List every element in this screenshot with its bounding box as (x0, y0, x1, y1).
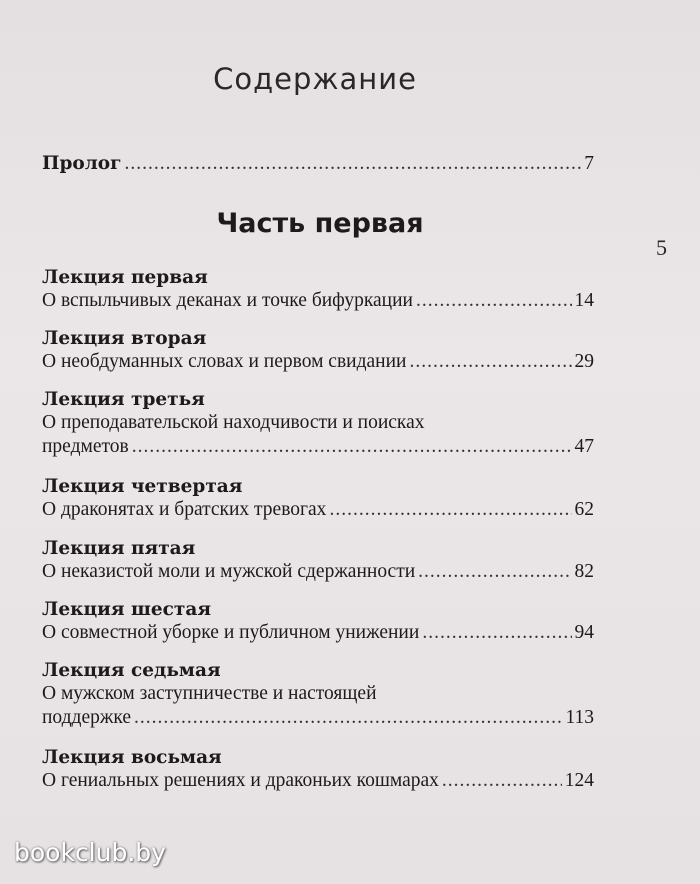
entry-text: предметов (42, 436, 129, 457)
entry-page: 124 (564, 770, 594, 791)
entry-text: О гениальных решениях и драконьих кошмарах (42, 770, 439, 791)
toc-entry-lecture-3[interactable] (42, 435, 594, 459)
page-number: 5 (656, 235, 667, 260)
lecture-heading: Лекция седьмая (42, 660, 221, 681)
lecture-heading: Лекция шестая (42, 599, 212, 620)
part-title: Часть первая (216, 208, 424, 239)
toc-entry-lecture-4[interactable] (42, 498, 594, 522)
entry-text: О вспыльчивых деканах и точке бифуркации (42, 290, 413, 311)
entry-text: О совместной уборке и публичном унижении (42, 622, 420, 643)
lecture-heading: Лекция восьмая (42, 747, 222, 768)
toc-entry-lecture-1[interactable] (42, 289, 594, 313)
toc-entry-lecture-5[interactable] (42, 560, 594, 584)
entry-page: 62 (574, 499, 594, 520)
entry-page: 47 (574, 436, 594, 457)
entry-text: О драконятах и братских тревогах (42, 499, 327, 520)
entry-text: О мужском заступничестве и настоящей (42, 683, 377, 704)
entry-page: 82 (574, 561, 594, 582)
entry-text: О необдуманных словах и первом свидании (42, 351, 407, 372)
toc-entry-lecture-2[interactable] (42, 350, 594, 374)
toc-entry-lecture-8[interactable] (42, 769, 594, 793)
dot-leader (418, 560, 571, 584)
lecture-heading: Лекция третья (42, 389, 205, 410)
dot-leader (124, 152, 581, 176)
lecture-heading: Лекция вторая (42, 328, 207, 349)
lecture-heading: Лекция пятая (42, 538, 196, 559)
dot-leader (132, 435, 572, 459)
entry-page: 14 (574, 290, 594, 311)
lecture-heading: Лекция четвертая (42, 476, 243, 497)
dot-leader (329, 498, 571, 522)
prologue-label: Пролог (42, 153, 122, 174)
toc-entry-prologue[interactable] (42, 152, 594, 176)
dot-leader (422, 621, 571, 645)
toc-title: Содержание (213, 62, 417, 96)
dot-leader (409, 350, 571, 374)
lecture-heading: Лекция первая (42, 267, 208, 288)
toc-entry-lecture-7[interactable] (42, 706, 594, 730)
entry-text: поддержке (42, 707, 131, 728)
dot-leader (134, 706, 562, 730)
prologue-page: 7 (584, 153, 594, 174)
dot-leader (442, 769, 562, 793)
entry-text: О преподавательской находчивости и поисках (42, 412, 425, 433)
entry-page: 94 (574, 622, 594, 643)
toc-entry-lecture-6[interactable] (42, 621, 594, 645)
watermark: bookclub.by (14, 838, 166, 867)
entry-page: 29 (574, 351, 594, 372)
dot-leader (416, 289, 572, 313)
entry-page: 113 (565, 707, 594, 728)
entry-text: О неказистой моли и мужской сдержанности (42, 561, 416, 582)
